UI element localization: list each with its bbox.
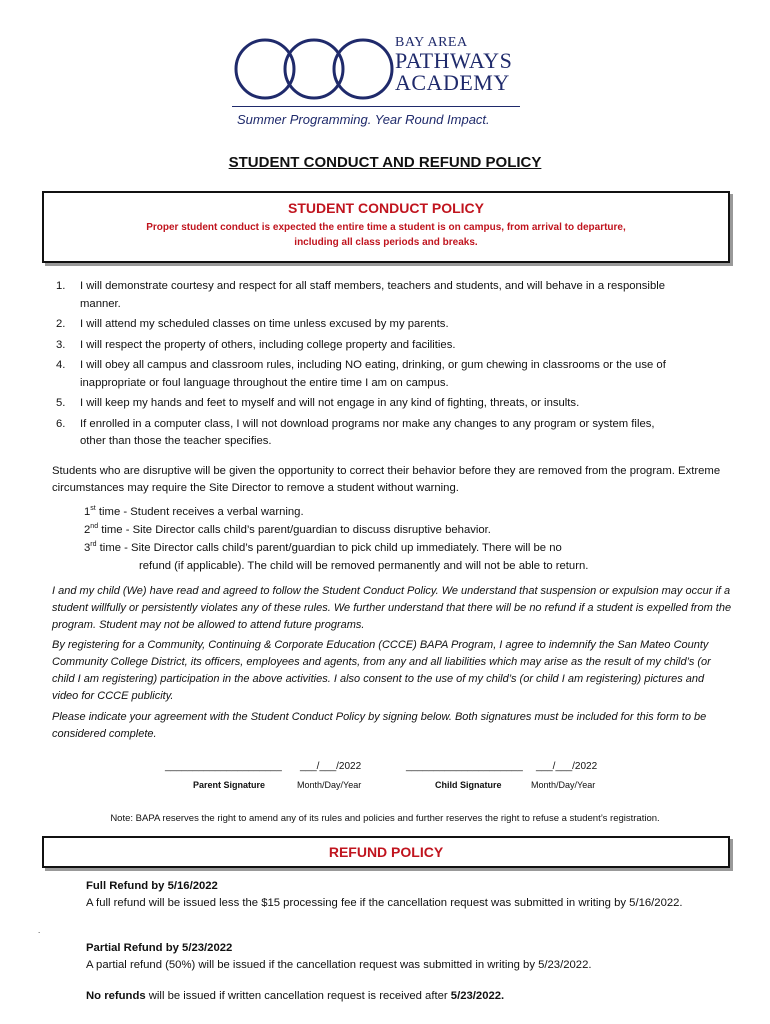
agreement-paragraph: I and my child (We) have read and agreed to follow the Student Conduct Policy. We understand that suspension or expulsion may occur if a student willfully or persistently violates any of these rules. We further understand that there will be no refund if a student is expelled from the program. Student may not be allowed to attend future programs. (52, 585, 732, 631)
parent-signature-line[interactable]: _____________________ (165, 761, 282, 772)
conduct-subtitle-line-1: Proper student conduct is expected the entire time a student is on campus, from arrival to departure, (146, 222, 626, 233)
no-refunds-text: will be issued if written cancellation request is received after (145, 990, 451, 1002)
strike-list (84, 503, 588, 575)
logo-line-2: PATHWAYS (395, 48, 513, 73)
rule-number: 1. (56, 280, 66, 292)
rule-item (56, 395, 666, 413)
refund-policy-box (42, 836, 730, 868)
rings-logo-icon (232, 36, 402, 106)
no-refunds-date: 5/23/2022. (450, 990, 505, 1002)
rule-item (56, 357, 666, 392)
partial-refund-heading: Partial Refund by 5/23/2022 (86, 942, 233, 954)
full-refund-section (86, 878, 686, 912)
full-refund-heading: Full Refund by 5/16/2022 (86, 880, 218, 892)
rule-number: 6. (56, 417, 66, 430)
partial-refund-section (86, 940, 686, 974)
no-refunds-label: No refunds (86, 990, 146, 1002)
strike-item: 3rd time - Site Director calls child’s parent/guardian to pick child up immediately. There will be no (84, 541, 562, 554)
disruption-paragraph: Students who are disruptive will be given the opportunity to correct their behavior before they are removed from the program. Extreme circumstances may require the Site Director to remove a student without warning. (52, 465, 721, 494)
bapa-note: Note: BAPA reserves the right to amend any of its rules and policies and further reserves the right to refuse a student’s registration. (110, 813, 660, 824)
rule-number: 5. (56, 397, 66, 409)
parent-signature-label: Parent Signature (193, 780, 266, 790)
rule-item (56, 278, 666, 313)
parent-date-label: Month/Day/Year (297, 780, 362, 790)
strike-item: 1st time - Student receives a verbal warning. (84, 505, 304, 518)
rule-number: 3. (56, 338, 66, 351)
logo-wordmark (395, 36, 512, 94)
stray-mark: . (38, 926, 41, 935)
logo-line-1: BAY AREA (395, 35, 468, 50)
rule-text: I will attend my scheduled classes on time unless excused by my parents. (80, 318, 449, 330)
child-date-field[interactable]: ___/___/2022 (536, 761, 598, 772)
page-title: STUDENT CONDUCT AND REFUND POLICY (228, 154, 542, 171)
rule-number: 2. (56, 318, 66, 330)
bapa-logo (232, 36, 532, 131)
no-refund-section (86, 988, 686, 1005)
child-signature-line[interactable]: _____________________ (406, 761, 523, 772)
strike-continuation: refund (if applicable). The child will be removed permanently and will not be able to return. (139, 560, 589, 572)
signature-instruction: Please indicate your agreement with the Student Conduct Policy by signing below. Both signatures must be included for this form to be considered complete. (52, 711, 707, 740)
rule-text: I will demonstrate courtesy and respect for all staff members, teachers and students, and will behave in a responsible manner. (80, 280, 666, 310)
refund-policy-heading: REFUND POLICY (328, 844, 444, 860)
rule-item (56, 337, 666, 355)
rule-number: 4. (56, 359, 66, 371)
conduct-policy-subtitle (44, 220, 728, 250)
conduct-rules-list (56, 278, 666, 454)
logo-divider (232, 106, 520, 107)
rule-text: If enrolled in a computer class, I will not download programs nor make any changes to any program or system files, other than those the teacher specifies. (80, 417, 655, 447)
partial-refund-text: A partial refund (50%) will be issued if the cancellation request was submitted in writing by 5/23/2022. (86, 959, 592, 971)
rule-item (56, 416, 666, 451)
parent-date-field[interactable]: ___/___/2022 (300, 761, 362, 772)
indemnification-paragraph: By registering for a Community, Continuing & Corporate Education (CCCE) BAPA Program, I agree to indemnify the San Mateo County Community College District, its officers, employees and agents, from any and all liabilities which may arise as the result of my child’s (or child I am registering) participation in the above activities. I also consent to the use of my child’s (or child I am registering) pictures and video for CCCE publicity. (52, 639, 711, 702)
logo-line-3: ACADEMY (395, 70, 510, 95)
full-refund-text: A full refund will be issued less the $15 processing fee if the cancellation request was submitted in writing by 5/16/2022. (86, 897, 683, 909)
rule-text: I will obey all campus and classroom rules, including NO eating, drinking, or gum chewing in classrooms or the use of inappropriate or foul language throughout the entire time I am on campus. (80, 359, 666, 389)
child-signature-label: Child Signature (435, 780, 502, 790)
rule-text: I will respect the property of others, including college property and facilities. (80, 338, 456, 351)
rule-text: I will keep my hands and feet to myself and will not engage in any kind of fighting, threats, or insults. (80, 397, 580, 409)
conduct-subtitle-line-2: including all class periods and breaks. (294, 237, 478, 248)
rule-item (56, 316, 666, 334)
strike-item: 2nd time - Site Director calls child’s parent/guardian to discuss disruptive behavior. (84, 523, 491, 536)
child-date-label: Month/Day/Year (531, 780, 596, 790)
conduct-policy-box (42, 191, 730, 263)
logo-tagline: Summer Programming. Year Round Impact. (237, 112, 490, 127)
conduct-policy-heading: STUDENT CONDUCT POLICY (288, 200, 484, 216)
